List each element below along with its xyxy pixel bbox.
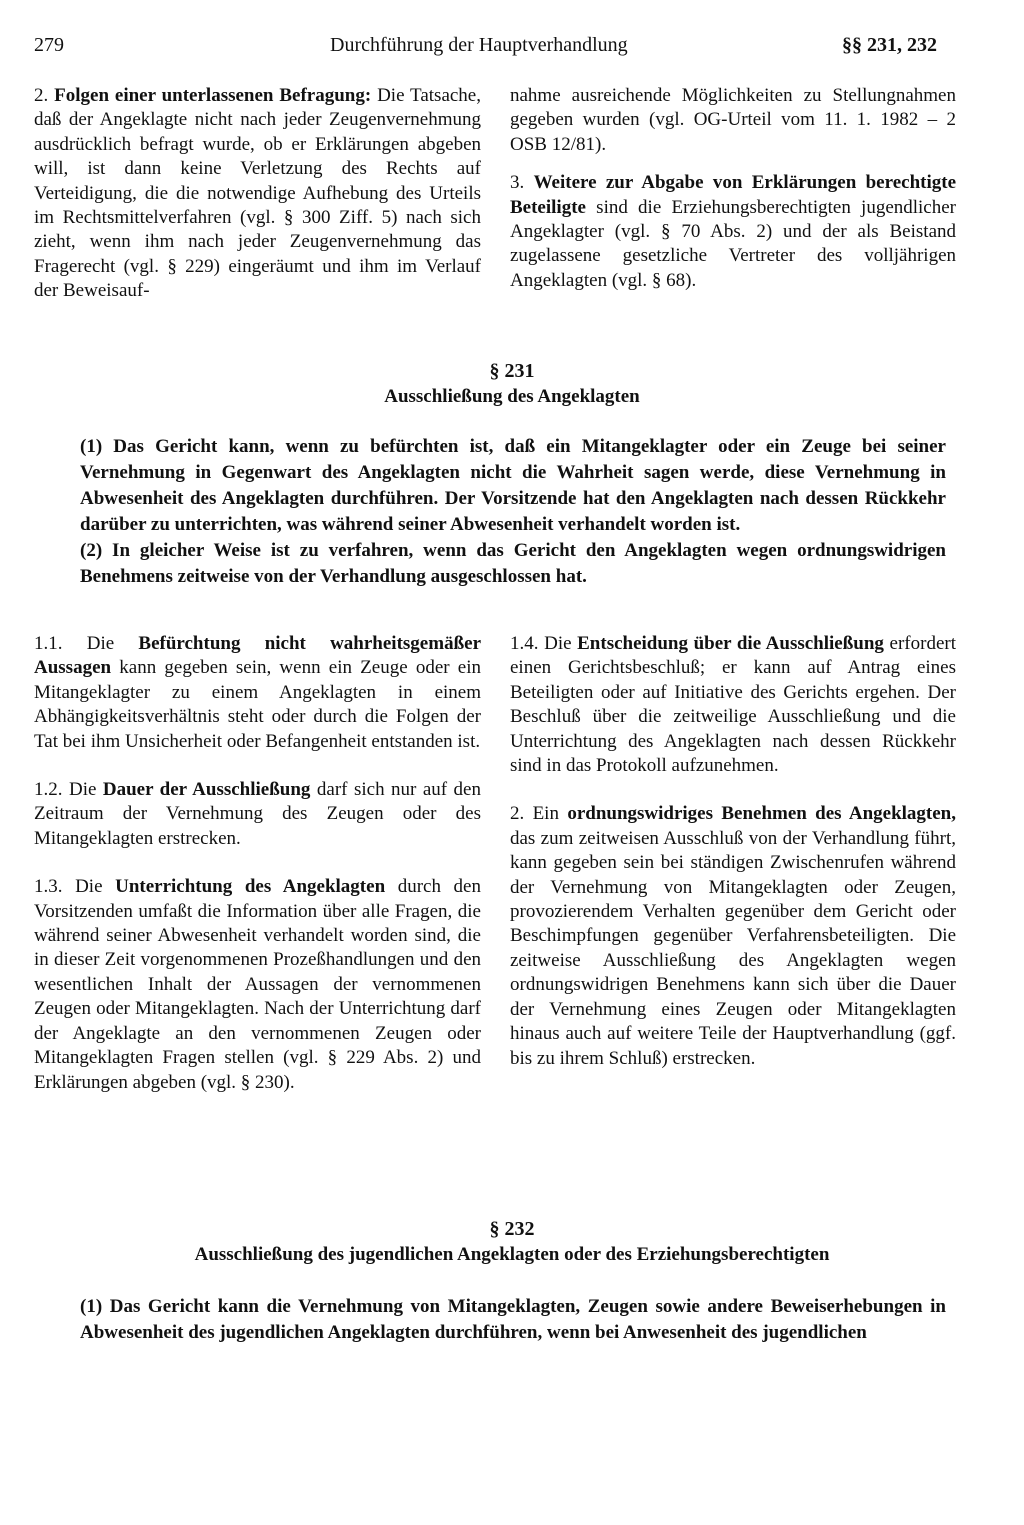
section-reference: §§ 231, 232 (842, 34, 937, 56)
paragraph-article: Die (62, 876, 116, 898)
paragraph-text: erfordert einen Gerichtsbeschluß; er kann auf Antrag eines Beteiligten oder auf Initiative des Gerichts ergehen. Der Beschluß über die zeitweilige Ausschließung und die Unterrichtung des Angeklagten nach dessen Rückkehr sind in das Protokoll aufzunehmen. (510, 633, 956, 777)
paragraph-article: Die (62, 779, 103, 801)
section-231-law-text (80, 434, 946, 590)
section-232-abs-1: (1) Das Gericht kann die Vernehmung von Mitangeklagten, Zeugen sowie andere Beweiserhebungen in Abwesenheit des jugendlichen Angeklagten durchführen, wenn bei Anwesenheit des jugendlichen (80, 1296, 946, 1343)
paragraph-number: 1.4. (510, 633, 539, 654)
paragraph-text: kann gegeben sein, wenn ein Zeuge oder ein Mitangeklagter zu einem Angeklagten in einem Abhängigkeitsverhältnis steht oder durch die Folgen der Tat bei ihm Unsicherheit oder Befangenheit entstanden ist. (34, 657, 481, 752)
section-232-law-text (80, 1294, 946, 1346)
section-232-number: § 232 (489, 1218, 535, 1240)
paragraph-text: Die Tatsache, daß der Angeklagte nicht nach jeder Zeugenvernehmung ausdrücklich befragt wurde, ob er Erklärungen abgeben will, ist dann keine Verletzung des Rechts auf Verteidigung, die die notwendige Aufhebung des Urteils im Rechtsmittelverfahren (vgl. § 300 Ziff. 5) nach sich zieht, wenn ihm nach jeder Zeugenvernehmung das Fragerecht (vgl. § 229) eingeräumt und ihm im Verlauf der Beweisauf- (34, 85, 481, 302)
paragraph-heading: Folgen einer unterlassenen Befragung: (54, 85, 372, 106)
paragraph-article: Die (62, 633, 139, 654)
page-number: 279 (34, 34, 64, 56)
paragraph-heading: Weitere zur Abgabe von Erklärungen berechtigte Beteiligte (510, 172, 956, 218)
section-231-abs-2: (2) In gleicher Weise ist zu verfahren, wenn das Gericht den Angeklagten wegen ordnungswidrigen Benehmens zeitweise von der Verhandlung ausgeschlossen hat. (80, 540, 946, 587)
top-right-column (510, 84, 956, 293)
paragraph-3-beteiligte (510, 171, 956, 293)
comment-2 (510, 802, 956, 1070)
paragraph-2-befragung (34, 84, 481, 304)
paragraph-heading: Befürchtung nicht wahrheitsgemäßer Aussagen (34, 633, 482, 679)
paragraph-number: 3. (510, 172, 525, 194)
paragraph-number: 1.1. (34, 633, 63, 654)
running-title: Durchführung der Hauptverhandlung (330, 34, 628, 56)
paragraph-number: 2. (34, 85, 49, 106)
paragraph-heading: Unterrichtung des Angeklagten (115, 876, 386, 898)
section-232-title: Ausschließung des jugendlichen Angeklagten oder des Erziehungsberechtigten (194, 1244, 830, 1265)
comment-1-1 (34, 632, 481, 754)
comment-1-3 (34, 875, 481, 1095)
paragraph-number: 2. (510, 803, 525, 825)
paragraph-text: durch den Vorsitzenden umfaßt die Information über alle Fragen, die während seiner Abwesenheit verhandelt worden sind, die in dieser Zeit vorgenommenen Prozeßhandlungen und den wesentlichen Inhalt der Aussagen der vernommenen Zeugen oder Mitangeklagten. Nach der Unterrichtung darf der Angeklagte an den vernommenen Zeugen oder Mitangeklagten Fragen stellen (vgl. § 229 Abs. 2) und Erklärungen abgeben (vgl. § 230). (34, 876, 481, 1093)
section-231-title: Ausschließung des Angeklagten (384, 386, 640, 407)
comments-right-column (510, 632, 956, 1071)
top-left-column (34, 84, 481, 304)
section-231-abs-1: (1) Das Gericht kann, wenn zu befürchten ist, daß ein Mitangeklagter oder ein Zeuge bei seiner Vernehmung in Gegenwart des Angeklagten nicht die Wahrheit sagen werde, diese Vernehmung in Abwesenheit des Angeklagten durchführen. Der Vorsitzende hat den Angeklagten nach dessen Rückkehr darüber zu unterrichten, was während seiner Abwesenheit verhandelt worden ist. (80, 436, 946, 535)
paragraph-number: 1.2. (34, 779, 63, 801)
comment-1-2 (34, 778, 481, 851)
paragraph-heading: ordnungswidriges Benehmen des Angeklagten, (567, 803, 956, 825)
paragraph-article: Die (538, 633, 578, 654)
paragraph-article: Ein (524, 803, 568, 825)
comments-left-column (34, 632, 481, 1095)
paragraph-text: das zum zeitweisen Ausschluß von der Verhandlung führt, kann gegeben sein bei ständigen Zwischenrufen während der Vernehmung von Mitangeklagten oder Zeugen, provozierendem Verhalten gegenüber dem Gericht oder Beschimpfungen gegenüber Verfahrensbeteiligten. Die zeitweise Ausschließung des Angeklagten wegen ordnungswidrigen Benehmens kann sich über die Dauer der Vernehmung eines Zeugen oder Mitangeklagten hinaus auch auf weitere Teile der Hauptverhandlung (ggf. bis zu ihrem Schluß) erstrecken. (510, 827, 956, 1069)
paragraph-heading: Entscheidung über die Ausschließung (577, 633, 884, 654)
paragraph-text: sind die Erziehungsberechtigten jugendlicher Angeklagter (vgl. § 70 Abs. 2) und der als Beistand zugelassene gesetzliche Vertreter des volljährigen Angeklagten (vgl. § 68). (510, 196, 956, 291)
paragraph-heading: Dauer der Ausschließung (102, 779, 311, 801)
section-231-number: § 231 (489, 360, 535, 382)
paragraph-continuation: nahme ausreichende Möglichkeiten zu Stellungnahmen gegeben wurden (vgl. OG-Urteil vom 11. 1. 1982 – 2 OSB 12/81). (510, 85, 956, 155)
comment-1-4 (510, 632, 956, 778)
paragraph-text: darf sich nur auf den Zeitraum der Vernehmung des Zeugen oder des Mitangeklagten erstrecken. (34, 779, 481, 849)
paragraph-number: 1.3. (34, 876, 63, 898)
